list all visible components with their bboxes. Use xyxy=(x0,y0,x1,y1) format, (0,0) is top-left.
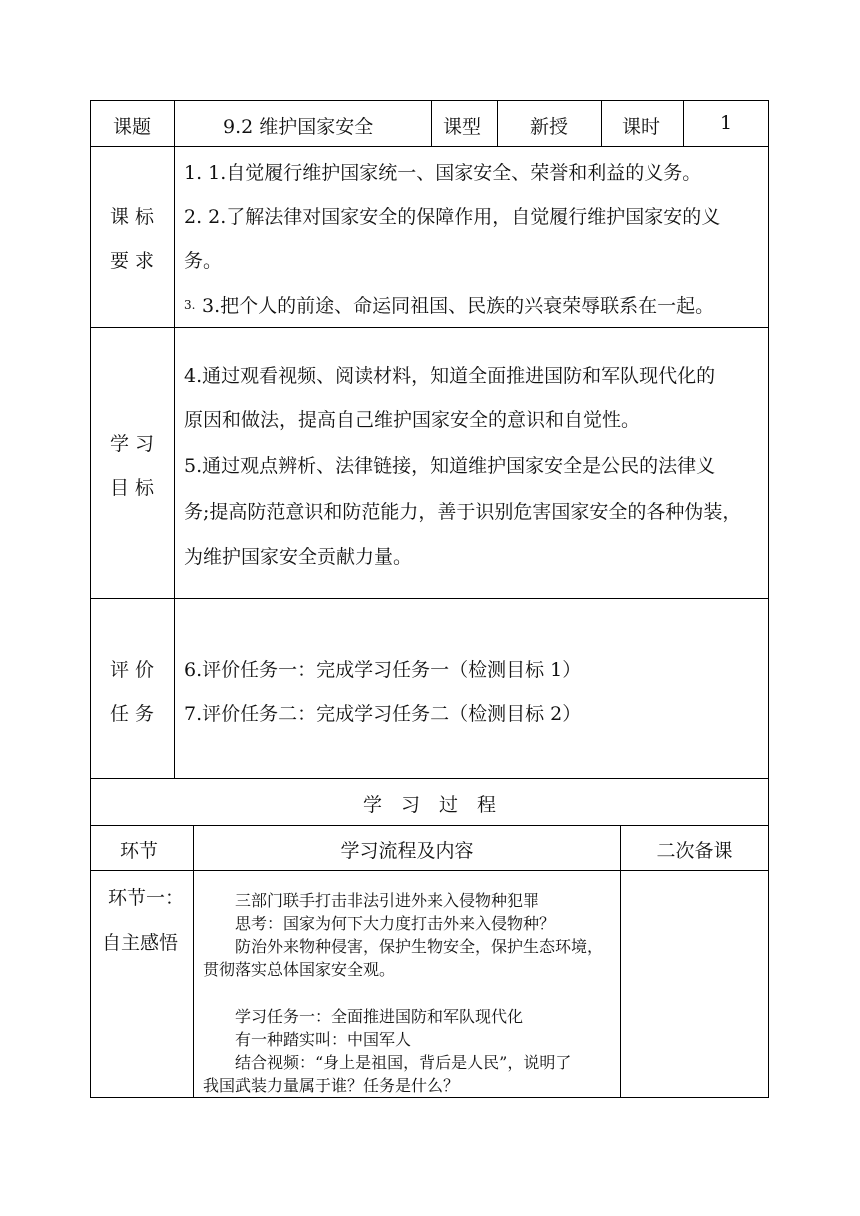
col-divider xyxy=(683,100,684,147)
table-border-bottom xyxy=(90,1097,769,1098)
row-divider xyxy=(90,778,769,779)
objectives-label-line1: 学 习 xyxy=(110,433,155,455)
col-divider xyxy=(174,100,175,779)
col-divider xyxy=(193,825,194,1098)
objectives-line: 务;提高防范意识和防范能力，善于识别危害国家安全的各种伪装， xyxy=(184,501,742,523)
col-divider xyxy=(497,100,498,147)
table-border-left xyxy=(90,100,91,1098)
content-line: 贯彻落实总体国家安全观。 xyxy=(203,960,396,979)
content-line: 思考：国家为何下大力度打击外来入侵物种？ xyxy=(235,914,556,933)
evaluation-label-line1: 评 价 xyxy=(110,659,155,681)
row-divider xyxy=(90,825,769,826)
lesson-type-label: 课型 xyxy=(443,116,482,138)
content-line: 有一种踏实叫：中国军人 xyxy=(235,1030,412,1049)
table-border-top xyxy=(90,100,769,101)
standards-item-1: 1. 1.自觉履行维护国家统一、国家安全、荣誉和利益的义务。 xyxy=(184,162,702,184)
process-title: 学 习 过 程 xyxy=(362,794,496,816)
objectives-line: 5.通过观点辨析、法律链接，知道维护国家安全是公民的法律义 xyxy=(184,455,716,477)
topic-value: 9.2 维护国家安全 xyxy=(223,116,374,138)
standards-label-line1: 课 标 xyxy=(110,206,155,228)
content-line: 防治外来物种侵害，保护生物安全，保护生态环境， xyxy=(235,937,604,956)
row-divider xyxy=(90,327,769,328)
content-line: 三部门联手打击非法引进外来入侵物种犯罪 xyxy=(235,891,540,910)
table-border-right xyxy=(768,100,769,1098)
lesson-hours-value: 1 xyxy=(720,112,733,134)
standards-item-2: 2. 2.了解法律对国家安全的保障作用，自觉履行维护国家安的义 xyxy=(184,206,721,228)
standards-item-2-cont: 务。 xyxy=(184,250,223,272)
objectives-label-line2: 目 标 xyxy=(110,477,155,499)
col-divider xyxy=(620,825,621,1098)
content-line: 学习任务一：全面推进国防和军队现代化 xyxy=(235,1007,524,1026)
content-line: 我国武装力量属于谁？任务是什么？ xyxy=(203,1076,460,1095)
lesson-plan-table xyxy=(90,100,769,1098)
standards-item-3-number: 3. xyxy=(184,298,196,312)
row-divider xyxy=(90,870,769,871)
standards-item-3: 3.把个人的前途、命运同祖国、民族的兴衰荣辱联系在一起。 xyxy=(202,295,715,317)
col-header-content: 学习流程及内容 xyxy=(340,840,474,862)
evaluation-line: 7.评价任务二：完成学习任务二（检测目标 2） xyxy=(184,703,582,725)
lesson-hours-label: 课时 xyxy=(622,116,661,138)
objectives-line: 原因和做法，提高自己维护国家安全的意识和自觉性。 xyxy=(184,409,641,431)
evaluation-line: 6.评价任务一：完成学习任务一（检测目标 1） xyxy=(184,659,582,681)
row-divider xyxy=(90,146,769,147)
stage-line1: 环节一： xyxy=(108,887,185,909)
lesson-type-value: 新授 xyxy=(530,116,569,138)
col-header-stage: 环节 xyxy=(120,840,159,862)
col-divider xyxy=(431,100,432,147)
objectives-line: 4.通过观看视频、阅读材料，知道全面推进国防和军队现代化的 xyxy=(184,365,716,387)
standards-label-line2: 要 求 xyxy=(110,250,155,272)
col-header-notes: 二次备课 xyxy=(656,840,733,862)
stage-line2: 自主感悟 xyxy=(102,932,179,954)
evaluation-label-line2: 任 务 xyxy=(110,703,155,725)
topic-label: 课题 xyxy=(113,116,152,138)
col-divider xyxy=(601,100,602,147)
row-divider xyxy=(90,598,769,599)
content-line: 结合视频：“身上是祖国，背后是人民”，说明了 xyxy=(235,1053,572,1072)
objectives-line: 为维护国家安全贡献力量。 xyxy=(184,546,413,568)
